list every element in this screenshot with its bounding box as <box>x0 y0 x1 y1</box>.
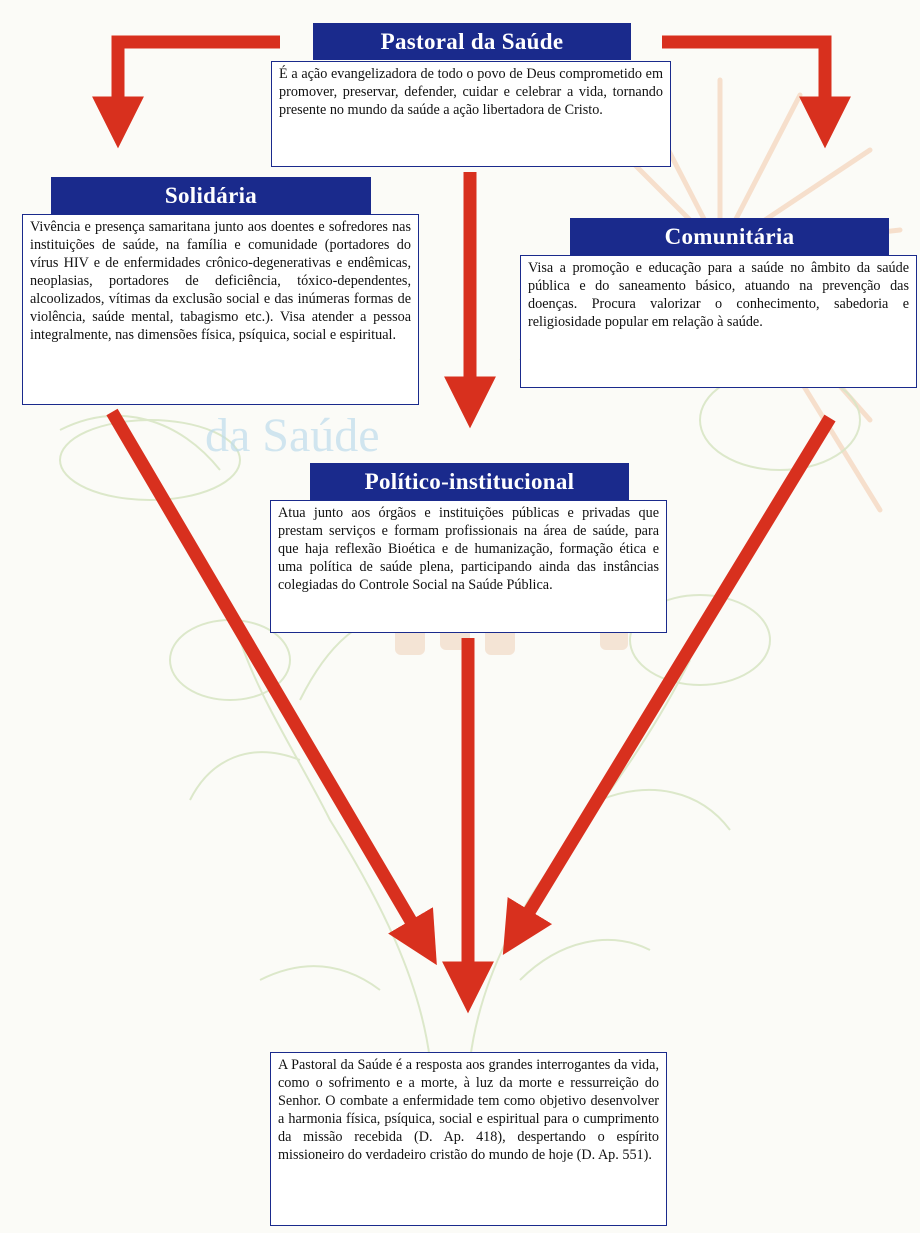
box-solidaria: Vivência e presença samaritana junto aos doentes e sofredores nas instituições de saúde, na família e comunidade (portadores do vírus HIV e de enfermidades crônico-degenerativas e endêmicas, neoplasias, portadores de deficiência, tóxico-dependentes, alcoolizados, vítimas da exclusão social e das inúmeras formas de violência, saúde mental, tabagismo etc.). Visa atender a pessoa integralmente, nas dimensões física, psíquica, social e espiritual. <box>22 214 419 405</box>
arrow-top-to-solidaria <box>118 42 280 125</box>
box-politico-institucional: Atua junto aos órgãos e instituições públicas e privadas que prestam serviços e formam profissionais na área de saúde, para que haja reflexão Bioética e de humanização, formação ética e uma política de saúde plena, participando ainda das instâncias colegiadas do Controle Social na Saúde Pública. <box>270 500 667 633</box>
title-solidaria: Solidária <box>51 177 371 214</box>
box-conclusao: A Pastoral da Saúde é a resposta aos grandes interrogantes da vida, como o sofrimento e a morte, à luz da morte e ressurreição do Senhor. O combate a enfermidade tem como objetivo desenvolver a harmonia física, psíquica, social e espiritual para o cumprimento da missão recebida (D. Ap. 418), despertando o espírito missioneiro do verdadeiro cristão do mundo de hoje (D. Ap. 551). <box>270 1052 667 1226</box>
title-pastoral-da-saude: Pastoral da Saúde <box>313 23 631 60</box>
box-comunitaria: Visa a promoção e educação para a saúde no âmbito da saúde pública e do saneamento básico, atuando na prevenção das doenças. Procura valorizar o conhecimento, sabedoria e religiosidade popular em relação à saúde. <box>520 255 917 388</box>
box-pastoral-da-saude: É a ação evangelizadora de todo o povo de Deus comprometido em promover, preservar, defender, cuidar e celebrar a vida, tornando presente no mundo da saúde a ação libertadora de Cristo. <box>271 61 671 167</box>
title-comunitaria: Comunitária <box>570 218 889 255</box>
arrow-top-to-comunitaria <box>662 42 825 125</box>
watermark-text: da Saúde <box>205 409 380 462</box>
title-politico-institucional: Político-institucional <box>310 463 629 500</box>
